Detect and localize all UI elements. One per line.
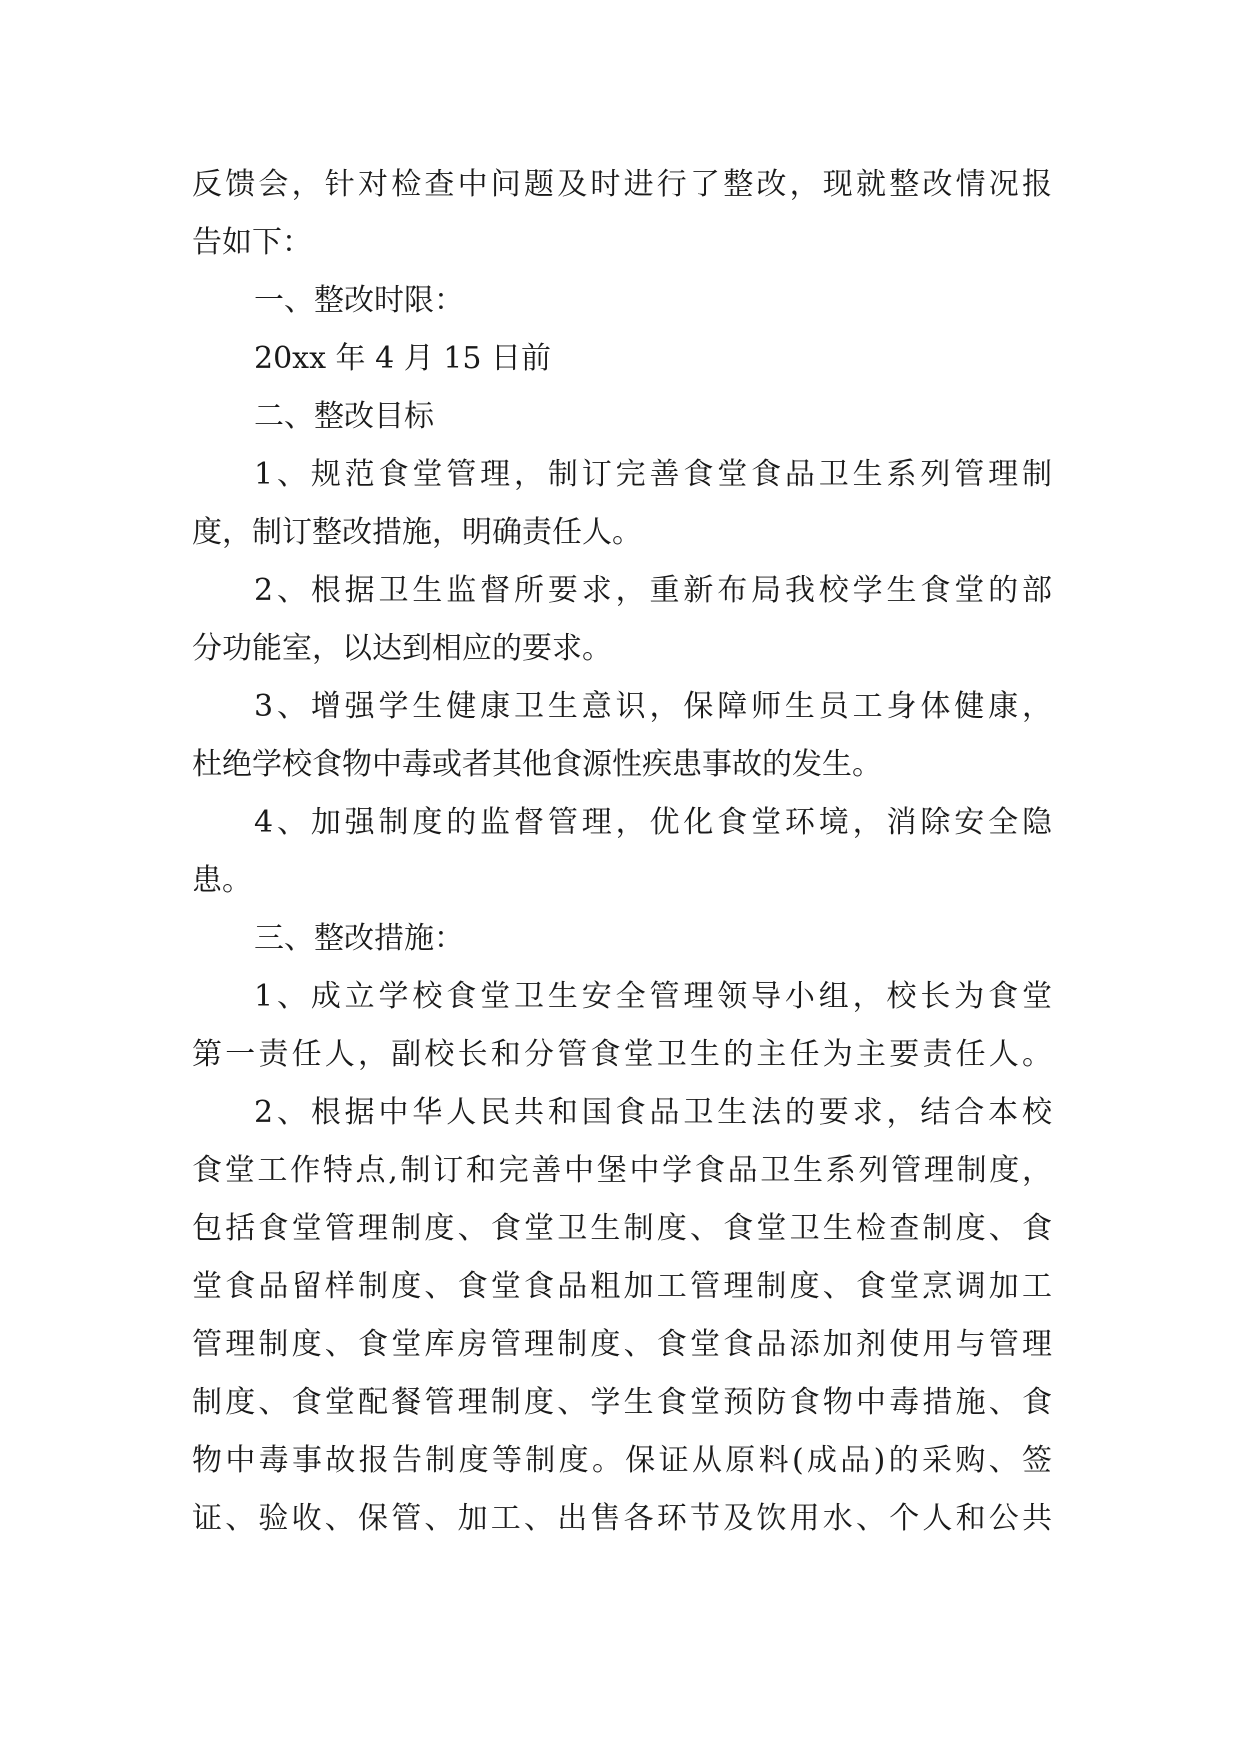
section-heading: 二、整改目标 [254,399,434,434]
text-line: 告如下： [192,225,312,260]
text-line: 患。 [192,863,252,898]
text-line: 包括食堂管理制度、食堂卫生制度、食堂卫生检查制度、食 [192,1211,1052,1246]
text-line: 管理制度、食堂库房管理制度、食堂食品添加剂使用与管理 [192,1327,1052,1362]
text-line: 堂食品留样制度、食堂食品粗加工管理制度、食堂烹调加工 [192,1269,1052,1304]
text-line: 分功能室，以达到相应的要求。 [192,631,612,666]
text-line: 1、成立学校食堂卫生安全管理领导小组，校长为食堂 [254,979,1052,1014]
text-line: 食堂工作特点,制订和完善中堡中学食品卫生系列管理制度， [192,1153,1052,1188]
text-line: 证、验收、保管、加工、出售各环节及饮用水、个人和公共 [192,1501,1052,1536]
text-line: 2、根据卫生监督所要求，重新布局我校学生食堂的部 [254,573,1052,608]
text-line: 2、根据中华人民共和国食品卫生法的要求，结合本校 [254,1095,1052,1130]
text-line: 制度、食堂配餐管理制度、学生食堂预防食物中毒措施、食 [192,1385,1052,1420]
text-line: 20xx 年 4 月 15 日前 [254,341,551,376]
text-line: 杜绝学校食物中毒或者其他食源性疾患事故的发生。 [192,747,882,782]
text-line: 反馈会，针对检查中问题及时进行了整改，现就整改情况报 [192,167,1052,202]
text-line: 度，制订整改措施，明确责任人。 [192,515,642,550]
section-heading: 一、整改时限： [254,283,464,318]
text-line: 3、增强学生健康卫生意识，保障师生员工身体健康， [254,689,1052,724]
section-heading: 三、整改措施： [254,921,464,956]
text-line: 1、规范食堂管理，制订完善食堂食品卫生系列管理制 [254,457,1052,492]
text-line: 物中毒事故报告制度等制度。保证从原料(成品)的采购、签 [192,1443,1052,1478]
text-line: 第一责任人，副校长和分管食堂卫生的主任为主要责任人。 [192,1037,1052,1072]
text-line: 4、加强制度的监督管理，优化食堂环境，消除安全隐 [254,805,1052,840]
